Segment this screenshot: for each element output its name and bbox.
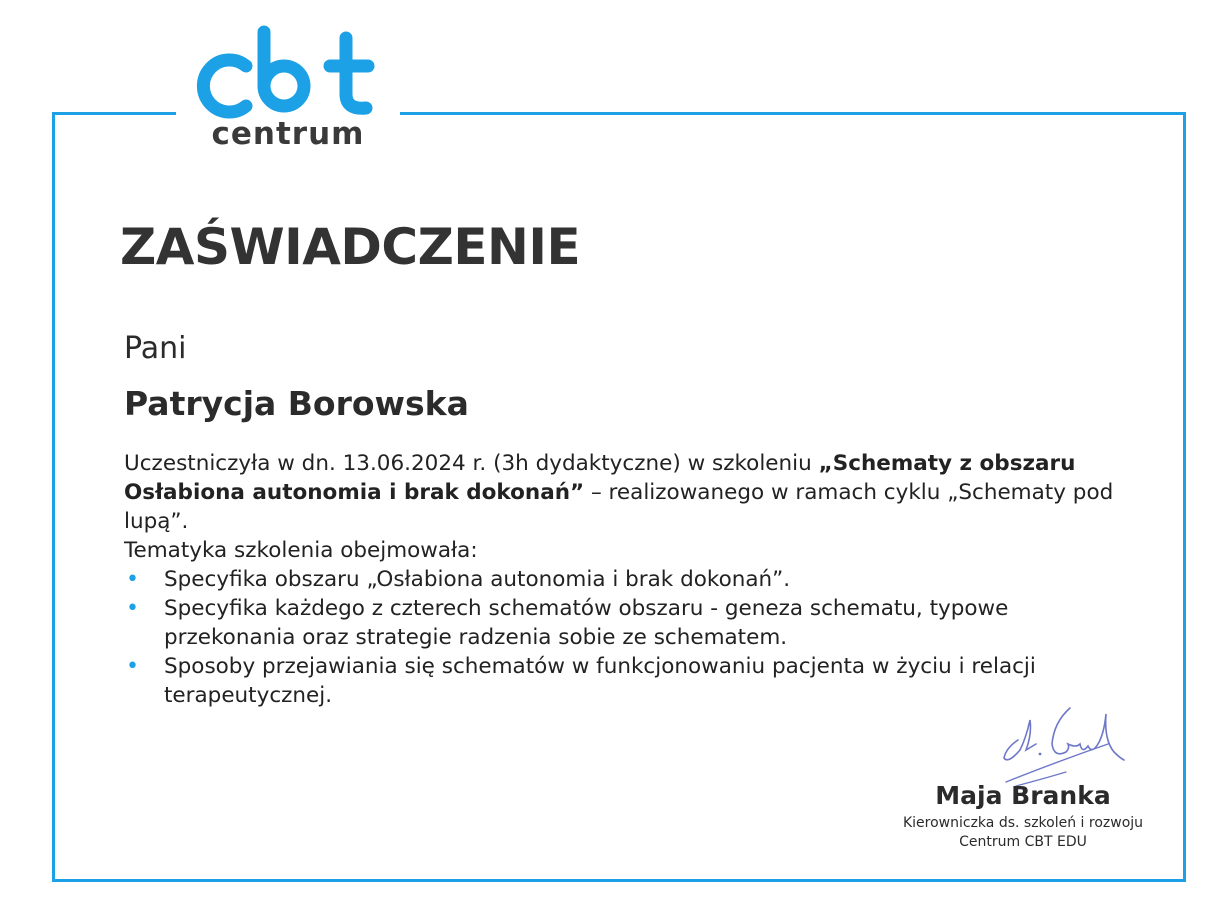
cbt-logo-mark bbox=[196, 24, 380, 120]
topic-text: Sposoby przejawiania się schematów w funkcjonowaniu pacjenta w życiu i relacji terapeutycznej. bbox=[164, 654, 1036, 708]
list-item bbox=[124, 565, 1124, 594]
course-title: „Schematy z obszaru Osłabiona autonomia i brak dokonań” bbox=[124, 451, 1076, 505]
list-item bbox=[124, 652, 1124, 710]
bullet-icon: • bbox=[126, 596, 139, 621]
signer-role: Kierowniczka ds. szkoleń i rozwoju bbox=[902, 815, 1144, 831]
handwritten-signature bbox=[996, 700, 1128, 790]
signer-block bbox=[880, 778, 1166, 852]
salutation: Pani bbox=[124, 331, 187, 366]
list-item bbox=[124, 594, 1124, 652]
outro-text: – realizowanego w ramach cyklu „Schematy pod lupą”. bbox=[124, 480, 1114, 534]
cbt-centrum-logo bbox=[196, 24, 380, 154]
signer-organization: Centrum CBT EDU bbox=[959, 834, 1087, 850]
signer-name: Maja Branka bbox=[935, 781, 1111, 810]
logo-subtitle: centrum bbox=[211, 116, 365, 152]
topics-list bbox=[124, 565, 1184, 710]
recipient-name: Patrycja Borowska bbox=[124, 384, 469, 423]
bullet-icon: • bbox=[126, 567, 139, 592]
document-title: ZAŚWIADCZENIE bbox=[120, 218, 581, 276]
topic-text: Specyfika obszaru „Osłabiona autonomia i brak dokonań”. bbox=[164, 567, 791, 592]
bullet-icon: • bbox=[126, 654, 139, 679]
topic-text: Specyfika każdego z czterech schematów obszaru - geneza schematu, typowe przekonania oraz strategie radzenia sobie ze schematem. bbox=[164, 596, 1009, 650]
course-description bbox=[124, 449, 1184, 536]
topics-heading: Tematyka szkolenia obejmowała: bbox=[124, 538, 478, 563]
intro-text: Uczestniczyła w dn. 13.06.2024 r. (3h dydaktyczne) w szkoleniu bbox=[124, 451, 819, 476]
certificate-body bbox=[124, 449, 1184, 710]
